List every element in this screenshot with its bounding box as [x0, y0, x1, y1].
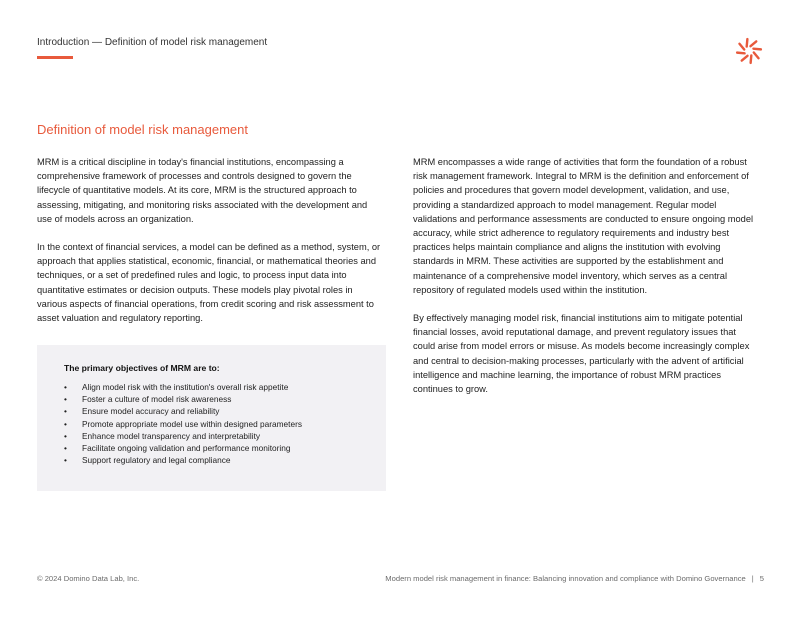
list-item: • Ensure model accuracy and reliability	[64, 405, 370, 417]
footer-meta	[385, 574, 764, 583]
objectives-list	[64, 381, 370, 466]
left-column	[37, 155, 382, 339]
list-item: • Enhance model transparency and interpretability	[64, 430, 370, 442]
footer-document-title: Modern model risk management in finance: Balancing innovation and compliance with Domino Governance	[385, 574, 746, 583]
page-number: 5	[759, 574, 764, 583]
objectives-title: The primary objectives of MRM are to:	[64, 363, 220, 373]
list-item: • Promote appropriate model use within designed parameters	[64, 418, 370, 430]
logo-ray	[737, 53, 744, 54]
logo-ray	[742, 56, 748, 61]
logo-ray	[739, 44, 744, 50]
objectives-callout	[37, 345, 386, 491]
list-item: • Support regulatory and legal compliance	[64, 454, 370, 466]
footer-copyright: © 2024 Domino Data Lab, Inc.	[37, 574, 140, 583]
list-item: • Align model risk with the institution's overall risk appetite	[64, 381, 370, 393]
paragraph: MRM is a critical discipline in today's financial institutions, encompassing a comprehensive framework of processes and controls designed to govern the lifecycle of quantitative models. At its core, MRM is the structured approach to assessing, mitigating, and monitoring risks associated with the development and use of models across an organization.	[37, 157, 368, 224]
right-column	[413, 155, 755, 410]
breadcrumb: Introduction — Definition of model risk management	[37, 37, 268, 48]
section-title: Definition of model risk management	[37, 122, 248, 137]
accent-bar	[37, 56, 73, 59]
logo-ray	[750, 41, 756, 46]
paragraph: In the context of financial services, a model can be defined as a method, system, or approach that applies statistical, economic, financial, or mathematical theories and techniques, or a set of predefined rules and logic, to process input data into quantitative estimates or decision outputs. These models play pivotal roles in various aspects of financial operations, from credit scoring and risk assessment to asset valuation and regulatory reporting.	[37, 242, 381, 324]
sunburst-logo-icon	[735, 37, 763, 65]
footer-separator: |	[751, 574, 754, 583]
logo-ray	[754, 52, 759, 58]
logo-ray	[753, 49, 760, 50]
logo-ray	[751, 55, 752, 62]
list-item: • Facilitate ongoing validation and performance monitoring	[64, 442, 370, 454]
logo-ray	[747, 39, 748, 46]
paragraph: MRM encompasses a wide range of activities that form the foundation of a robust risk management framework. Integral to MRM is the definition and enforcement of policies and procedures that govern model development, validation, and use, providing a standardized approach to model management. Regular model validations and performance assessments are conducted to ensure ongoing model accuracy, while strict adherence to regulatory requirements and industry best practices helps maintain compliance and aligns the institution with evolving standards in MRM. These activities are supported by the establishment and maintenance of a comprehensive model inventory, which serves as a central repository of regulated models used within the institution.	[413, 157, 754, 295]
list-item: • Foster a culture of model risk awareness	[64, 393, 370, 405]
paragraph: By effectively managing model risk, financial institutions aim to mitigate potential financial losses, avoid reputational damage, and prevent regulatory issues that could arise from model errors or misuse. As models become increasingly complex and central to decision-making processes, particularly with the advent of artificial intelligence and machine learning, the importance of robust MRM practices continues to grow.	[413, 313, 750, 395]
